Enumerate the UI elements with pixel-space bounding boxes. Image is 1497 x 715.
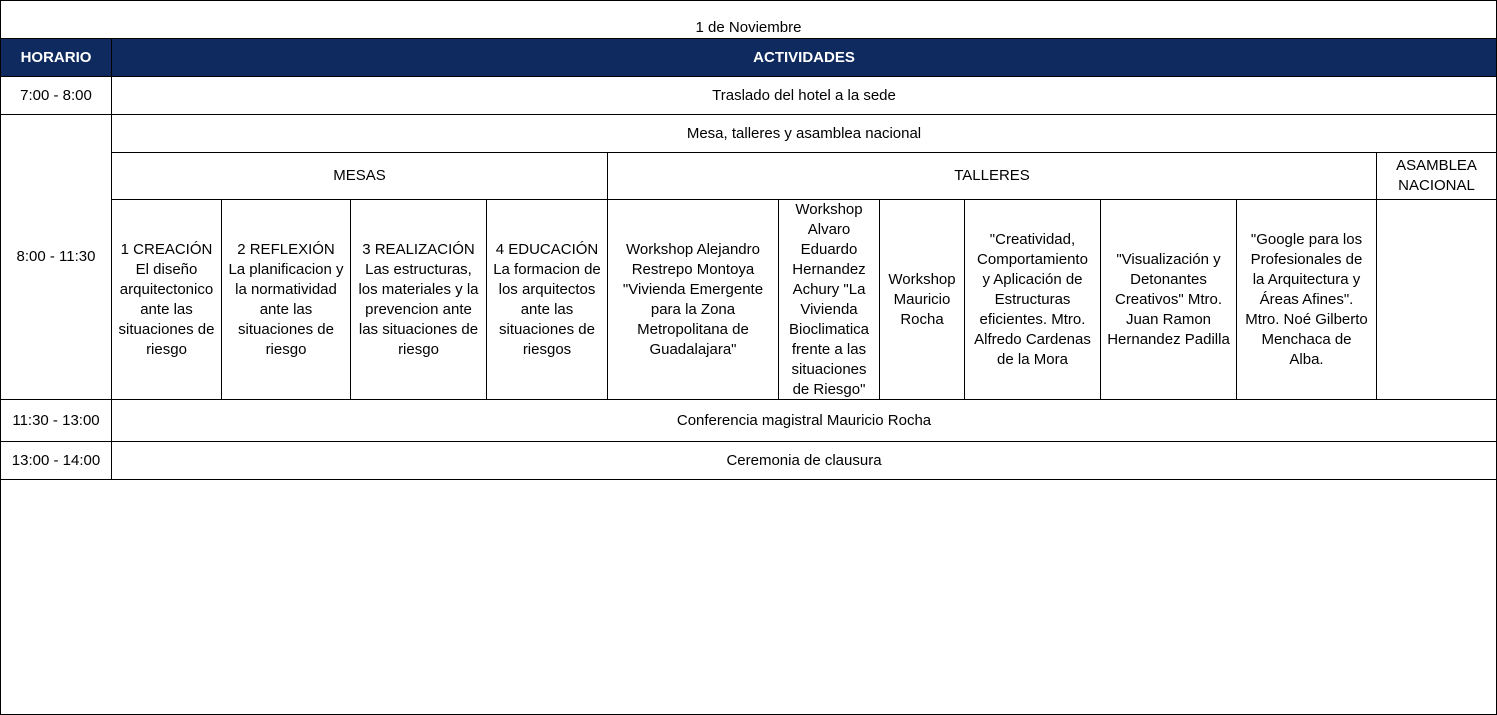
grid-line: [0, 399, 1497, 400]
grid-line: [778, 199, 779, 400]
grid-line: [350, 199, 351, 400]
time-slot-2: 8:00 - 11:30: [16, 248, 96, 265]
grid-line: [964, 199, 965, 400]
grid-line: [0, 479, 1497, 480]
grid-line: [486, 199, 487, 400]
activity-traslado: Traslado del hotel a la sede: [712, 86, 896, 104]
time-slot-1: 7:00 - 8:00: [20, 86, 92, 104]
taller-cardenas: "Creatividad, Comportamiento y Aplicación de Estructuras eficientes. Mtro. Alfredo Cardenas de la Mora: [974, 230, 1091, 368]
time-slot-4: 13:00 - 14:00: [11, 451, 101, 469]
activity-clausura: Ceremonia de clausura: [726, 451, 882, 469]
time-slot-3: 11:30 - 13:00: [12, 411, 100, 429]
grid-line: [1376, 152, 1377, 400]
grid-line: [1236, 199, 1237, 400]
group-mesas: MESAS: [333, 167, 386, 184]
grid-line: [879, 199, 880, 400]
taller-menchaca: "Google para los Profesionales de la Arquitectura y Áreas Afines". Mtro. Noé Gilberto Menchaca de Alba.: [1245, 230, 1368, 368]
grid-line: [607, 152, 608, 400]
mesa-educacion: 4 EDUCACIÓN La formacion de los arquitectos ante las situaciones de riesgos: [493, 240, 601, 358]
taller-rocha: Workshop Mauricio Rocha: [888, 270, 956, 328]
grid-line: [1100, 199, 1101, 400]
grid-line: [0, 76, 1497, 77]
taller-hernandez-achury: Workshop Alvaro Eduardo Hernandez Achury "La Vivienda Bioclimatica frente a las situaciones de Riesgo": [788, 200, 870, 398]
taller-hernandez-padilla: "Visualización y Detonantes Creativos" Mtro. Juan Ramon Hernandez Padilla: [1107, 250, 1230, 348]
header-actividades: ACTIVIDADES: [112, 39, 1496, 76]
schedule-date: 1 de Noviembre: [695, 19, 802, 36]
group-talleres: TALLERES: [954, 167, 1030, 184]
taller-restrepo: Workshop Alejandro Restrepo Montoya "Vivienda Emergente para la Zona Metropolitana de Guadalajara": [622, 240, 764, 358]
asamblea-empty-cell: [1377, 200, 1496, 399]
grid-line: [221, 199, 222, 400]
grid-line: [0, 114, 1497, 115]
activity-conferencia: Conferencia magistral Mauricio Rocha: [676, 411, 932, 429]
grid-line: [0, 38, 1497, 39]
header-horario: HORARIO: [1, 39, 111, 76]
mesa-reflexion: 2 REFLEXIÓN La planificacion y la normatividad ante las situaciones de riesgo: [228, 240, 344, 358]
mesa-realizacion: 3 REALIZACIÓN Las estructuras, los materiales y la prevencion ante las situaciones de riesgo: [358, 240, 479, 358]
group-asamblea-nacional: ASAMBLEA NACIONAL: [1396, 157, 1477, 194]
grid-line: [0, 441, 1497, 442]
activity-mesa-talleres-title: Mesa, talleres y asamblea nacional: [686, 124, 922, 142]
grid-line: [111, 199, 1497, 200]
grid-line: [111, 152, 1497, 153]
mesa-creacion: 1 CREACIÓN El diseño arquitectonico ante las situaciones de riesgo: [118, 240, 215, 358]
grid-line: [111, 38, 112, 480]
